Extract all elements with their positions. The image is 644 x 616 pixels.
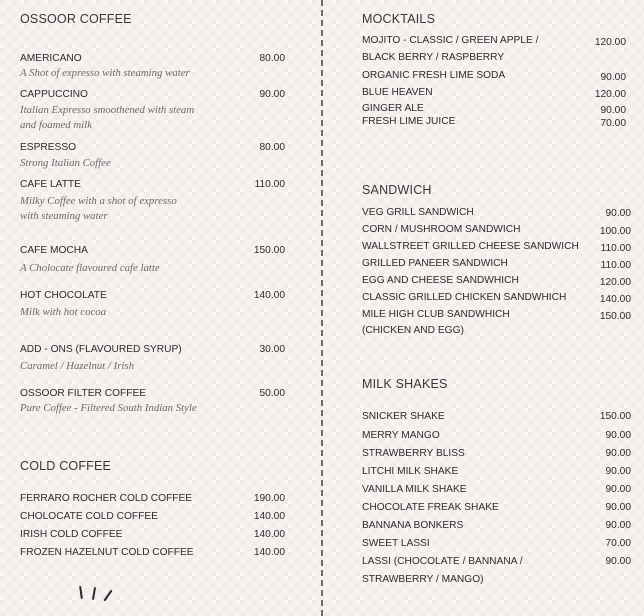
menu-item-price: 90.00 — [605, 502, 631, 513]
menu-item-price: 150.00 — [253, 245, 285, 256]
menu-item-price: 30.00 — [259, 344, 285, 355]
menu-item-price: 140.00 — [253, 547, 285, 558]
menu-item-name: FRESH LIME JUICE — [362, 116, 456, 127]
menu-item-name: CORN / MUSHROOM SANDWICH — [362, 224, 521, 235]
menu-item-name: MILE HIGH CLUB SANDWHICH — [362, 309, 510, 320]
menu-item-name: FROZEN HAZELNUT COLD COFFEE — [20, 547, 194, 558]
menu-item-name: LASSI (CHOCOLATE / BANNANA / — [362, 556, 523, 567]
menu-item-name: CLASSIC GRILLED CHICKEN SANDWHICH — [362, 292, 567, 303]
menu-item-name: LITCHI MILK SHAKE — [362, 466, 459, 477]
menu-item-name: VANILLA MILK SHAKE — [362, 484, 467, 495]
menu-item-name: WALLSTREET GRILLED CHEESE SANDWICH — [362, 241, 579, 252]
menu-item-description: Pure Coffee - Filtered South Indian Style — [20, 402, 197, 414]
menu-item-price: 140.00 — [253, 511, 285, 522]
menu-item-description: Strong Italian Coffee — [20, 157, 111, 169]
menu-item-name: ADD - ONS (FLAVOURED SYRUP) — [20, 344, 182, 355]
section-title-cold-coffee: COLD COFFEE — [20, 459, 112, 473]
menu-item-price: 110.00 — [600, 243, 631, 254]
pen-mark — [92, 587, 96, 600]
menu-item-name: AMERICANO — [20, 53, 82, 64]
menu-item-price: 90.00 — [600, 72, 626, 83]
menu-item-name: BANNANA BONKERS — [362, 520, 464, 531]
menu-item-name: CAPPUCCINO — [20, 89, 88, 100]
menu-item-price: 90.00 — [605, 208, 631, 219]
menu-item-name: OSSOOR FILTER COFFEE — [20, 388, 147, 399]
pen-mark — [103, 590, 112, 602]
menu-item-price: 90.00 — [605, 466, 631, 477]
menu-item-price: 100.00 — [599, 226, 631, 237]
menu-item-name: VEG GRILL SANDWICH — [362, 207, 474, 218]
menu-item-name: EGG AND CHEESE SANDWHICH — [362, 275, 519, 286]
menu-item-name: ORGANIC FRESH LIME SODA — [362, 70, 506, 81]
menu-item-price: 50.00 — [259, 388, 285, 399]
section-title-sandwich: SANDWICH — [362, 183, 432, 197]
menu-item-price: 90.00 — [605, 448, 631, 459]
menu-item-price: 90.00 — [259, 89, 285, 100]
menu-item-name: MOJITO - CLASSIC / GREEN APPLE / — [362, 35, 539, 46]
menu-item-price: 80.00 — [259, 53, 285, 64]
section-title-ossoor-coffee: OSSOOR COFFEE — [20, 12, 132, 26]
menu-item-name: GINGER ALE — [362, 103, 424, 114]
menu-item-name: GRILLED PANEER SANDWICH — [362, 258, 508, 269]
menu-item-price: 120.00 — [594, 89, 626, 100]
menu-item-description: A Cholocate flavoured cafe latte — [20, 262, 160, 274]
menu-item-price: 140.00 — [253, 529, 285, 540]
menu-item-name: BLACK BERRY / RASPBERRY — [362, 52, 505, 63]
menu-item-price: 70.00 — [600, 118, 626, 129]
menu-item-name: FERRARO ROCHER COLD COFFEE — [20, 493, 193, 504]
menu-item-name: HOT CHOCOLATE — [20, 290, 107, 301]
menu-item-name: IRISH COLD COFFEE — [20, 529, 123, 540]
menu-item-price: 150.00 — [599, 411, 631, 422]
section-title-milk-shakes: MILK SHAKES — [362, 377, 448, 391]
menu-item-price: 90.00 — [605, 484, 631, 495]
menu-item-price: 120.00 — [599, 277, 631, 288]
menu-item-price: 70.00 — [605, 538, 631, 549]
menu-item-price: 80.00 — [259, 142, 285, 153]
column-divider — [321, 0, 323, 616]
menu-item-name: STRAWBERRY / MANGO) — [362, 574, 484, 585]
menu-item-name: SWEET LASSI — [362, 538, 430, 549]
menu-item-name: BLUE HEAVEN — [362, 87, 433, 98]
menu-item-price: 110.00 — [254, 179, 285, 190]
menu-item-description: Milk with hot cocoa — [20, 306, 107, 318]
pen-mark — [79, 586, 83, 599]
menu-item-price: 110.00 — [600, 260, 631, 271]
menu-item-name: CAFE LATTE — [20, 179, 81, 190]
menu-item-price: 90.00 — [605, 430, 631, 441]
menu-item-description: A Shot of expresso with steaming water — [20, 67, 190, 79]
menu-item-price: 90.00 — [605, 556, 631, 567]
menu-item-price: 90.00 — [600, 105, 626, 116]
menu-item-name: CHOLOCATE COLD COFFEE — [20, 511, 158, 522]
menu-item-name: (CHICKEN AND EGG) — [362, 325, 464, 336]
menu-item-price: 150.00 — [599, 311, 631, 322]
menu-item-price: 190.00 — [253, 493, 285, 504]
menu-item-price: 90.00 — [605, 520, 631, 531]
menu-item-description: Italian Expresso smoothened with steam and foamed milk — [20, 104, 195, 131]
menu-item-name: CHOCOLATE FREAK SHAKE — [362, 502, 499, 513]
menu-item-name: ESPRESSO — [20, 142, 77, 153]
menu-item-price: 140.00 — [599, 294, 631, 305]
section-title-mocktails: MOCKTAILS — [362, 12, 436, 26]
menu-item-description: Caramel / Hazelnut / Irish — [20, 360, 134, 372]
menu-item-price: 140.00 — [253, 290, 285, 301]
menu-item-name: SNICKER SHAKE — [362, 411, 445, 422]
menu-item-name: STRAWBERRY BLISS — [362, 448, 465, 459]
menu-item-name: CAFE MOCHA — [20, 245, 88, 256]
menu-item-description: Milky Coffee with a shot of expresso with steaming water — [20, 195, 177, 222]
menu-item-name: MERRY MANGO — [362, 430, 440, 441]
menu-item-price: 120.00 — [594, 37, 626, 48]
